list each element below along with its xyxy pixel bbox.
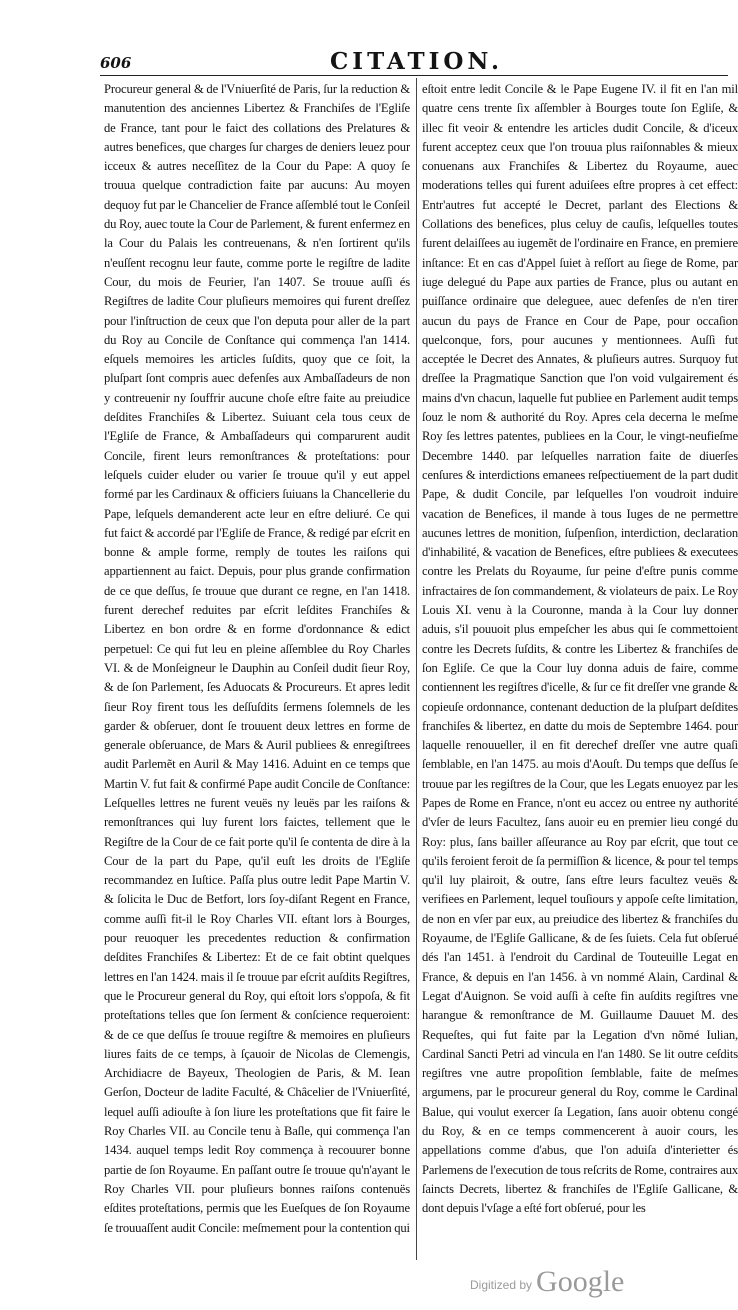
page-header: [100, 48, 728, 76]
watermark-prefix: Digitized by: [470, 1278, 533, 1292]
left-column-text: Procureur general & de l'Vniuerſité de Paris, ſur la reduction & manutention des anciennes Libertez & Franchiſes de l'Egliſe de France, tant pour le faict des collations des Prelatures & autres benefices, que charges ſur charges de deniers leuez pour icceux & autres neceſſitez de la Cour du Pape: A quoy ſe trouua quelque contradiction faite par aucuns: Au moyen dequoy fut par le Chancelier de France aſſemblé tout le Conſeil du Roy, auec toute la Cour de Parlement, & furent enfermez en la Cour du Palais les contreuenans, & n'en ſortirent qu'ils n'euſſent recognu leur faute, comme porte le regiſtre de ladite Cour, du mois de Feurier, l'an 1407. Se trouue auſſi és Regiſtres de ladite Cour pluſieurs memoires qui furent dreſſez pour l'inſtruction de ceux que l'on deputa pour aller de la part du Roy au Concile de Conſtance qui commença l'an 1414. eſquels memoires les articles ſuſdits, quoy que ce ſoit, la pluſpart ſont compris auec defenſes aux Ambaſſadeurs de non y contreuenir ny ſouffrir aucune choſe eſtre faite au preiudice deſdites Franchiſes & Libertez. Suiuant cela tous ceux de l'Egliſe de France, & Ambaſſadeurs qui comparurent audit Concile, firent leurs remonſtrances & proteſtations: pour leſquels cuider eluder ou varier ſe trouue qu'il y eut appel formé par les Cardinaux & officiers ſuiuans la Chancellerie du Pape, leſquels demanderent acte leur en eſtre deliuré. Ce qui fut faict & accordé par l'Egliſe de France, & redigé par eſcrit en bonne & ample forme, remply de toutes les raiſons qui appartiennent au faict. Depuis, pour plus grande confirmation de ce que deſſus, ſe trouue que durant ce regne, en l'an 1418. furent derechef reduites par eſcrit leſdites Franchiſes & Libertez en bon ordre & en forme d'ordonnance & edict perpetuel: Ce qui fut leu en pleine aſſemblee du Roy Charles VI. & de Monſeigneur le Dauphin au Conſeil dudit ſieur Roy, & de ſon Parlement, ſes Aduocats & Procureurs. Et apres ledit ſieur Roy firent tous les deſſuſdits ſermens ſolemnels de les garder & obſeruer, dont ſe trouuent deux lettres en forme de generale obſeruance, de Mars & Auril publiees & enregiſtrees audit Parlemẽt en Auril & May 1416. Aduint en ce temps que Martin V. fut fait & confirmé Pape audit Concile de Conſtance: Leſquelles lettres ne furent veuës ny leuës par les raiſons & remonſtrances qui luy furent lors faictes, tellement que le Regiſtre de la Cour de ce fait porte qu'il ſe contenta de dire à la Cour de la part du Pape, qu'il euſt les droits de l'Egliſe recommandez en Iuſtice. Paſſa plus outre ledit Pape Martin V. & ſolicita le Duc de Betfort, lors ſoy-diſant Regent en France, comme auſſi fit-il le Roy Charles VII. eſtant lors à Bourges, pour reuoquer les precedentes reduction & confirmation deſdites Franchiſes & Libertez: Et de ce fait obtint quelques lettres en l'an 1424. mais il ſe trouue par eſcrit auſdits Regiſtres, que le Procureur general du Roy, qui eſtoit lors s'oppoſa, & fit proteſtations telles que ſon ſerment & conſcience requeroient: & de ce que deſſus ſe trouue regiſtre & memoires en pluſieurs liures faits de ce temps, à ſçauoir de Nicolas de Clemengis, Archidiacre de Bayeux, Theologien de Paris, & M. Iean Gerſon, Docteur de ladite Faculté, & Châcelier de l'Vniuerſité, lequel auſſi adiouſte à ſon liure les proteſtations que fit faire le Roy Charles VII. au Concile tenu à Baſle, qui commença l'an 1434. auquel temps ledit Roy commença à recouurer bonne partie de ſon Royaume. En paſſant outre ſe trouue qu'n'ayant le Roy Charles VII. pour pluſieurs bonnes raiſons contenuës eſdites proteſtations, permis que les Eueſques de ſon Royaume ſe trouuaſſent audit Concile: meſmement pour la contention qui: [104, 82, 410, 1235]
left-column: [104, 80, 410, 1260]
right-column: [422, 80, 738, 1260]
column-divider: [416, 78, 417, 1260]
page-number: 606: [100, 54, 132, 72]
digitized-watermark: [470, 1262, 624, 1298]
right-column-text: eſtoit entre ledit Concile & le Pape Eugene IV. il fit en l'an mil quatre cens trente ſix aſſembler à Bourges toute ſon Egliſe, & illec fit veoir & entendre les articles dudit Concile, & d'iceux furent acceptez ceux que l'on trouua plus raiſonnables & mieux conuenans aux Franchiſes & Libertez du Royaume, auec moderations telles qui furent aduiſees eſtre propres à cet effect: Entr'autres fut accepté le Decret, parlant des Elections & Collations des benefices, plus celuy de cauſis, leſquelles toutes furent delaiſſees au iugemẽt de l'ordinaire en France, en premiere inſtance: Et en cas d'Appel ſuiet à reſſort au ſiege de Rome, par iuge delegué du Pape aux parties de France, plus ou autant en puiſſance ordinaire que deleguee, auec defenſes de n'en tirer aucun du pays de France en Cour de Pape, pour occaſion quelconque, fors, pour aucunes y mentionnees. Auſſi fut acceptée le Decret des Annates, & pluſieurs autres. Surquoy fut dreſſee la Pragmatique Sanction que l'on void vulgairement és mains d'vn chacun, laquelle fut publiee en Parlement audit temps ſouz le nom & authorité du Roy. Apres cela decerna le meſme Roy ſes lettres patentes, publiees en la Cour, le vingt-neufieſme Decembre 1440. par leſquelles narration faite de diuerſes cenſures & interdictions emanees reſpectiuement de la part dudit Pape, & dudit Concile, par leſquelles l'on voudroit induire vacation de Benefices, il mande à tous Iuges de ne permettre aucunes lettres de monition, ſuſpenſion, interdiction, declaration d'inhabilité, & vacation de Benefices, eſtre publiees & executees contre les Prelats du Royaume, ſur peine d'eſtre punis comme infractaires de ſon commandement, & violateurs de paix. Le Roy Louis XI. venu à la Couronne, manda à la Cour luy donner aduis, s'il pouuoit plus empeſcher les abus qui ſe commettoient contre les Decrets ſuſdits, & contre les Libertez & franchiſes de ſon Egliſe. Ce que la Cour luy donna aduis de faire, comme contiennent les regiſtres d'icelle, & ſur ce fit dreſſer vne grande & copieuſe ordonnance, contenant deduction de la pluſpart deſdites franchiſes & libertez, en datte du mois de Septembre 1464. pour laquelle renouueller, il en fit derechef dreſſer vne autre quaſi ſemblable, en l'an 1475. au mois d'Aouſt. Du temps que deſſus ſe trouue par les regiſtres de la Cour, que les Legats enuoyez par les Papes de Rome en France, n'ont eu accez ou entree ny authorité d'vſer de leurs Facultez, ſans auoir eu en premier lieu congé du Roy: plus, ſans bailler aſſeurance au Roy par eſcrit, que tout ce qu'ils feroient feroit de ſa permiſſion & licence, & pour tel temps qu'il luy plairoit, & outre, ſans eſtre leurs facultez veuës & verifiees en Parlement, lequel touſiours y appoſe ceſte limitation, de non en vſer par eux, au preiudice des libertez & franchiſes du Royaume, de l'Egliſe Gallicane, & de ſes ſuiets. Cela fut obſerué dés l'an 1451. à l'endroit du Cardinal de Touteuille Legat en France, & depuis en l'an 1456. à vn nommé Alain, Cardinal & Legat d'Auignon. Se void auſſi à ceſte fin auſdits regiſtres vne harangue & remonſtrance de M. Guillaume Dauuet M. des Requeſtes, qui fut faite par la Legation d'vn nõmé Iulian, Cardinal Sancti Petri ad vincula en l'an 1480. Se lit outre ceſdits regiſtres vne autre propoſition ſemblable, faite de meſmes argumens, par le procureur general du Roy, comme le Cardinal Balue, qui voulut exercer ſa Legation, ſans auoir obtenu congé du Roy, & en ce temps commencerent à auoir cours, les appellations comme d'abus, que l'on aduiſa d'interietter és Parlemens de l'execution de tous reſcrits de Rome, contraires aux ſaincts Decrets, libertez & franchiſes de l'Egliſe Gallicane, & dont depuis l'vſage a eſté fort obſerué, pour les: [422, 82, 738, 1216]
running-title: CITATION.: [330, 48, 503, 75]
watermark-brand: Google: [536, 1265, 625, 1298]
header-rule: [100, 75, 728, 76]
